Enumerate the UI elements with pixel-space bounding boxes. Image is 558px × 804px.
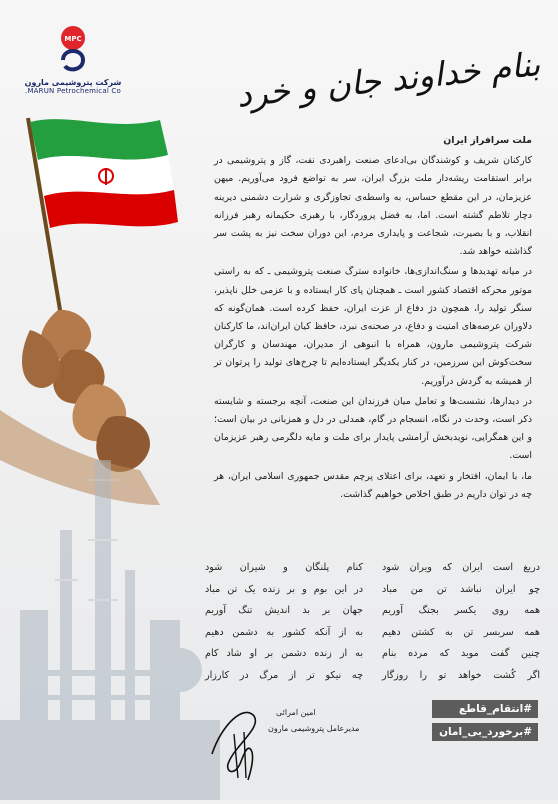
poem-line: به از زنده دشمن بر او شاد کام xyxy=(205,648,363,659)
paragraph: در دیدارها، نشست‌ها و تعامل میان فرزندان این صنعت، آنچه برجسته و شایسته ذکر است، وحدت در نگاه، انسجام در گام، همدلی در دل و همزبانی در بیان است؛ و این همگرایی، نویدبخش آرامشی پایدار برای ملت و مایه دلگرمی رهبر عزیزمان است. xyxy=(214,395,532,462)
salutation: ملت سرافراز ایران xyxy=(443,135,532,146)
poem-line: چه نیکو تر از مرگ در کارزار xyxy=(205,669,363,681)
mpc-logo-icon xyxy=(53,20,93,76)
poem-section xyxy=(205,557,540,681)
paragraph: در میانه تهدیدها و سنگ‌اندازی‌ها، خانواده سترگ صنعت پتروشیمی ـ که به راستی موتور محرکه اقتصاد کشور است ـ همچنان پای کار ایستاده و با عزمی خلل ناپذیر، سنگر تولید را، همچون دژ دفاع از عزت ایران، حفظ کرده است. همان‌گونه که دلاوران عرصه‌های امنیت و دفاع، در صحنه‌ی نبرد، حافظ کیان ایران‌اند، ما کارکنان شرکت پتروشیمی مارون، همراه با انبوهی از مدیران، مهندسان و کارگران سخت‌کوش این سرزمین، در کنار یکدیگر ایستاده‌ایم تا چرخ‌های تولید را پرتوان تر از همیشه به گردش درآوریم. xyxy=(214,266,532,387)
paragraph: کارکنان شریف و کوشندگان بی‌ادعای صنعت راهبردی نفت، گاز و پتروشیمی در برابر استقامت ریشه‌دار ملت بزرگ ایران، سر به تواضع فرود می‌آوریم. میهن عزیزمان، در این مقطع حساس، به واسطه‌ی تجاوزگری و شرارت دشمنی دیرینه دچار تلاطم گشته است. اما، به فضل پروردگار، با رهبری حکیمانه رهبر فرزانه انقلاب، و با بصیرت، شجاعت و پایداری مردم، این دوران سخت نیز به پشت سر گذاشته خواهد شد. xyxy=(214,155,532,258)
signer-title: مدیرعامل پتروشیمی مارون xyxy=(268,724,360,733)
poem-line: دریغ است ایران که ویران شود xyxy=(382,562,540,573)
calligraphy-title: بنام خداوند جان و خرد xyxy=(234,44,542,115)
company-name-fa: شرکت پتروشیمی مارون xyxy=(24,78,122,87)
hashtag-badge: #انتقام_قاطع xyxy=(432,700,538,718)
poem-line: در این بوم و بر زنده یک تن مباد xyxy=(205,583,363,595)
signer-name: امین امرائی xyxy=(276,708,316,717)
poem-line: اگر کُشت خواهد تو را روزگار xyxy=(382,669,540,681)
hashtag-list xyxy=(432,700,538,746)
poem-right-column xyxy=(382,557,540,686)
refinery-silhouette xyxy=(0,420,220,800)
poem-line: چنین گفت موبد که مرده بنام xyxy=(382,648,540,659)
poem-line: جهان بر بد اندیش تنگ آوریم xyxy=(205,605,363,616)
poem-line: همه روی یکسر بجنگ آوریم xyxy=(382,605,540,616)
hashtag-badge: #برخورد_بی_امان xyxy=(432,723,538,741)
signature-block xyxy=(204,686,360,786)
poem-line: همه سربسر تن به کشتن دهیم xyxy=(382,626,540,638)
handwritten-signature xyxy=(204,694,274,784)
company-logo xyxy=(18,20,128,95)
paragraph: ما، با ایمان، افتخار و تعهد، برای اعتلای پرچم مقدس جمهوری اسلامی ایران، هر چه در توان داریم در طبق اخلاص خواهیم گذاشت. xyxy=(214,470,532,500)
poem-line: چو ایران نباشد تن من مباد xyxy=(382,583,540,595)
poem-line: به از آنکه کشور به دشمن دهیم xyxy=(205,626,363,638)
statement-body xyxy=(214,132,532,506)
poem-left-column xyxy=(205,557,363,686)
poem-line: کنام پلنگان و شیران شود xyxy=(205,562,363,573)
company-name-en: MARUN Petrochemical Co. xyxy=(25,87,121,95)
svg-text:MPC: MPC xyxy=(64,35,82,43)
iran-flag xyxy=(30,119,178,228)
